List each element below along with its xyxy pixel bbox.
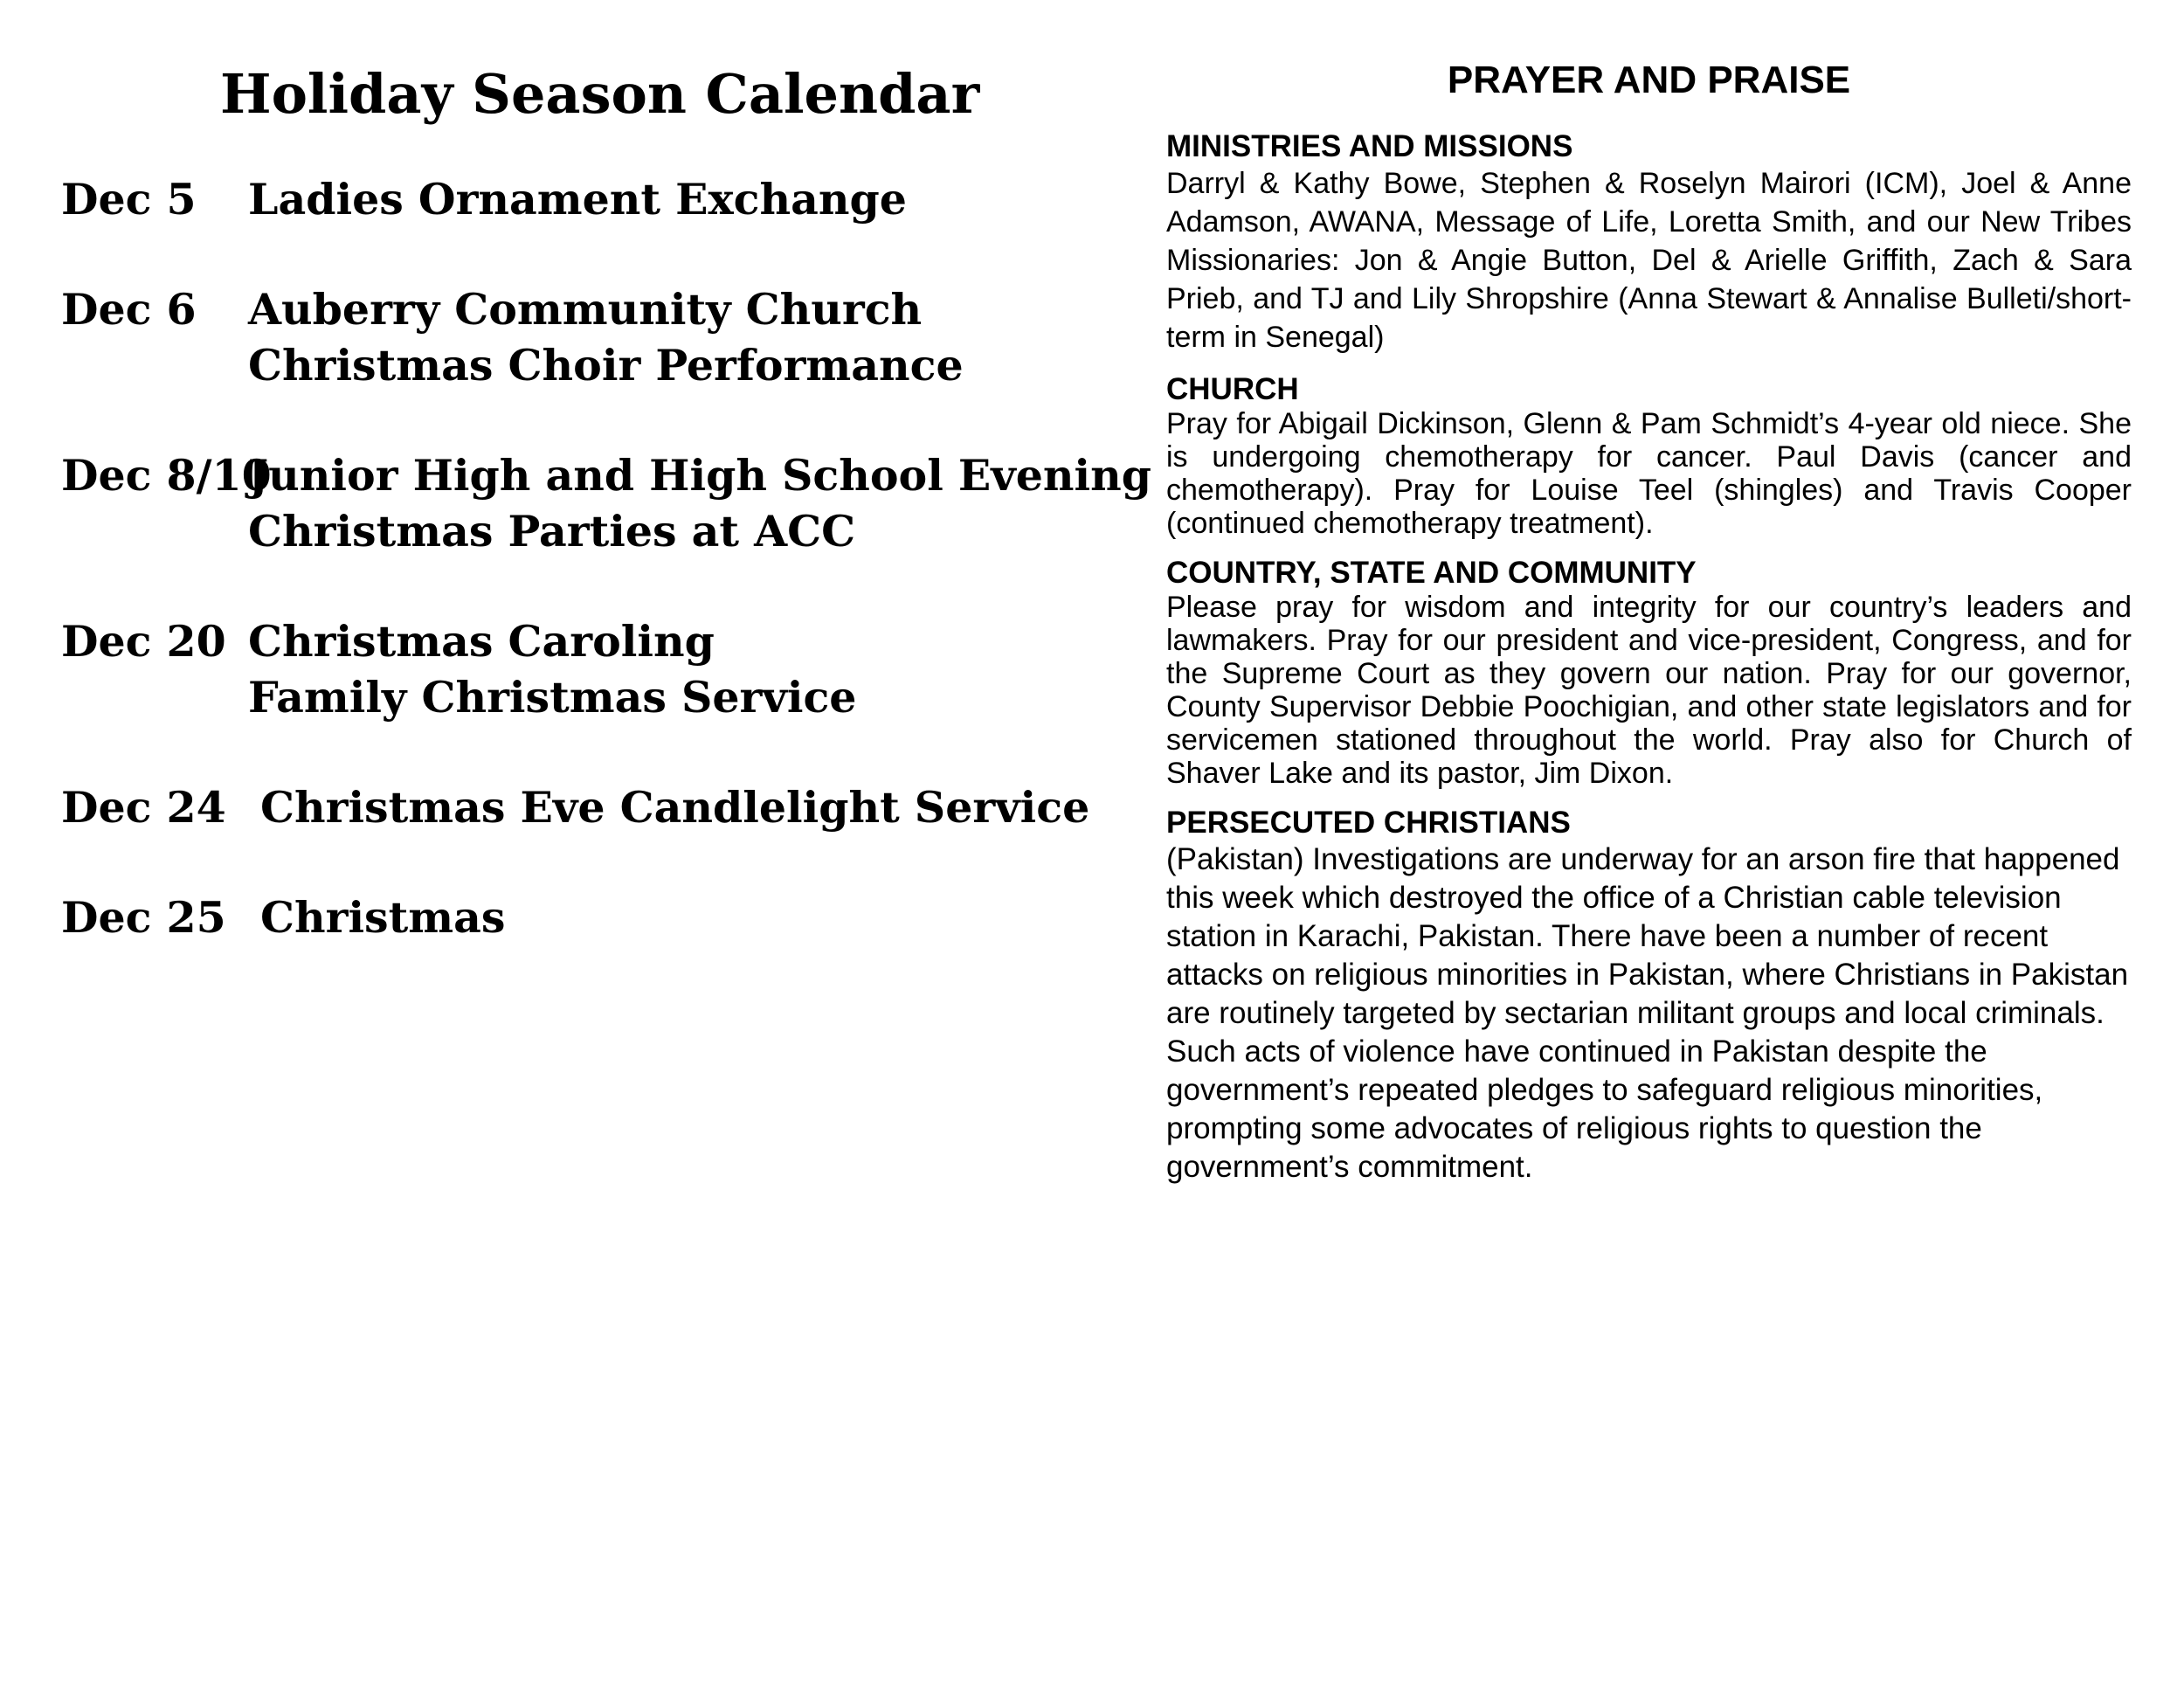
calendar-event xyxy=(61,281,1109,393)
event-description xyxy=(248,447,1151,559)
section-body: Please pray for wisdom and integrity for our country’s leaders and lawmakers. Pray for our president and vice-president, Congress, and for the Supreme Court as they govern our nation. Pray for our governor, County Supervisor Debbie Poochigian, and other state legislators and for servicemen stationed throughout the world. Pray also for Church of Shaver Lake and its pastor, Jim Dixon. xyxy=(1166,591,2132,790)
event-line: Christmas xyxy=(260,892,506,943)
calendar-event xyxy=(61,889,1109,945)
event-date: Dec 24 xyxy=(61,782,226,833)
event-date: Dec 6 xyxy=(61,284,197,335)
event-date: Dec 8/10 xyxy=(61,450,272,501)
section-heading: COUNTRY, STATE AND COMMUNITY xyxy=(1166,556,1697,590)
event-line: Christmas Parties at ACC xyxy=(248,506,856,557)
calendar-title: Holiday Season Calendar xyxy=(220,62,980,126)
calendar-event xyxy=(61,613,1109,725)
event-line: Christmas Choir Performance xyxy=(248,340,964,391)
event-description xyxy=(248,171,907,227)
calendar-events xyxy=(61,171,1152,945)
event-description xyxy=(248,889,505,945)
event-line: Christmas Eve Candlelight Service xyxy=(260,782,1090,833)
prayer-title: PRAYER AND PRAISE xyxy=(1447,59,1851,101)
event-date: Dec 20 xyxy=(61,616,226,667)
prayer-section-church xyxy=(1166,372,2132,540)
section-body: (Pakistan) Investigations are underway for an arson fire that happened this week which destroyed the office of a Christian cable television station in Karachi, Pakistan. There have been a number of recent attacks on religious minorities in Pakistan, where Christians in Pakistan are routinely targeted by sectarian militant groups and local criminals. Such acts of violence have continued in Pakistan despite the government’s repeated pledges to safeguard religious minorities, prompting some advocates of religious rights to question the government’s commitment. xyxy=(1166,842,2129,1184)
event-line: Auberry Community Church xyxy=(248,284,923,335)
section-body: Pray for Abigail Dickinson, Glenn & Pam Schmidt’s 4-year old niece. She is undergoing chemotherapy for cancer. Paul Davis (cancer and chemotherapy). Pray for Louise Teel (shingles) and Travis Cooper (continued chemotherapy treatment). xyxy=(1166,407,2132,540)
prayer-section-ministries xyxy=(1166,129,2132,356)
prayer-section-community xyxy=(1166,556,2132,790)
event-date: Dec 5 xyxy=(61,174,197,225)
event-line: Christmas Caroling xyxy=(248,616,715,667)
section-heading: MINISTRIES AND MISSIONS xyxy=(1166,129,1573,163)
calendar-event xyxy=(61,779,1109,835)
event-description xyxy=(248,613,856,725)
prayer-section-persecuted xyxy=(1166,806,2132,1186)
calendar-event xyxy=(61,447,1152,559)
section-heading: CHURCH xyxy=(1166,372,1299,406)
holiday-calendar xyxy=(61,52,1152,1000)
event-description xyxy=(248,281,964,393)
calendar-event xyxy=(61,171,1109,227)
event-line: Family Christmas Service xyxy=(248,672,857,723)
event-date: Dec 25 xyxy=(61,892,226,943)
section-heading: PERSECUTED CHRISTIANS xyxy=(1166,806,1571,840)
event-line: Junior High and High School Evening xyxy=(248,450,1152,501)
event-line: Ladies Ornament Exchange xyxy=(248,174,907,225)
section-body: Darryl & Kathy Bowe, Stephen & Roselyn Mairori (ICM), Joel & Anne Adamson, AWANA, Message of Life, Loretta Smith, and our New Tribes Missionaries: Jon & Angie Button, Del & Arielle Griffith, Zach & Sara Prieb, and TJ and Lily Shropshire (Anna Stewart & Annalise Bulleti/short-term in Senegal) xyxy=(1166,167,2132,354)
prayer-and-praise xyxy=(1166,52,2132,1202)
event-description xyxy=(248,779,1089,835)
